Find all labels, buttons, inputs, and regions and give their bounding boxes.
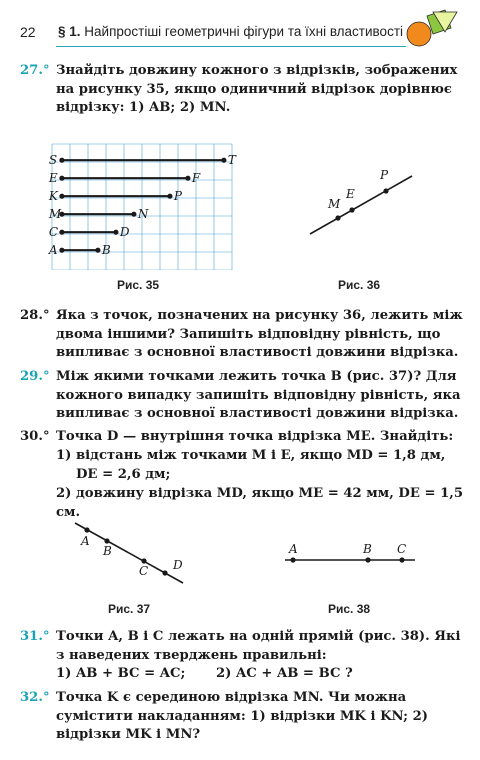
task-31-option-1: 1) AB + BC = AC; xyxy=(56,666,186,681)
label-c: C xyxy=(139,564,149,578)
point-d xyxy=(162,570,167,575)
figure-37-caption: Рис. 37 xyxy=(108,602,151,616)
geometry-logo-icon xyxy=(405,8,467,52)
task-number: 28.° xyxy=(20,308,50,323)
task-text: Між якими точками лежить точка B (рис. 37)? Для кожного випадку запишіть відповідну рівність, яка випливає з основної властивості довжини відрізка. xyxy=(56,369,461,421)
point-c xyxy=(59,230,64,235)
task-29 xyxy=(20,368,465,424)
label-a: A xyxy=(48,243,58,258)
page-number: 22 xyxy=(20,24,36,40)
task-30-sub-1a: 1) відстань між точками M і E, якщо MD = 1,8 дм, xyxy=(56,448,446,463)
task-32 xyxy=(20,689,465,745)
point-e xyxy=(59,176,64,181)
running-title xyxy=(58,24,403,39)
label-m: M xyxy=(328,197,341,211)
point-f xyxy=(185,176,190,181)
point-a xyxy=(290,557,295,562)
task-number: 27.° xyxy=(20,63,50,78)
point-t xyxy=(221,158,226,163)
label-k: K xyxy=(48,189,58,204)
point-c xyxy=(399,557,404,562)
task-number: 29.° xyxy=(20,369,50,384)
label-p: P xyxy=(380,168,389,182)
point-c xyxy=(141,558,146,563)
point-b xyxy=(95,248,100,253)
point-e xyxy=(349,207,354,212)
task-30 xyxy=(20,428,465,447)
figure-36-caption: Рис. 36 xyxy=(338,278,381,292)
label-a: A xyxy=(289,542,298,556)
label-d: D xyxy=(173,558,183,572)
point-k xyxy=(59,194,64,199)
label-e: E xyxy=(48,171,58,186)
task-text: Точка D — внутрішня точка відрізка ME. Знайдіть: xyxy=(56,429,454,444)
task-text: Знайдіть довжину кожного з відрізків, зображених на рисунку 35, якщо одиничний відрізок дорівнює відрізку: 1) AB; 2) MN. xyxy=(56,63,458,115)
figure-35-caption: Рис. 35 xyxy=(117,278,160,292)
figure-37 xyxy=(65,515,195,605)
point-a xyxy=(84,527,89,532)
label-f: F xyxy=(191,171,201,186)
label-m: M xyxy=(48,207,62,222)
task-31-option-2: 2) AC + AB = BC ? xyxy=(216,666,353,681)
label-p: P xyxy=(173,189,182,204)
label-n: N xyxy=(137,207,149,222)
point-b xyxy=(365,557,370,562)
label-t: T xyxy=(227,153,236,168)
task-31 xyxy=(20,628,465,665)
figure-38 xyxy=(280,538,420,578)
section-number: § 1. xyxy=(58,24,81,39)
figure-35 xyxy=(48,140,238,270)
task-text: Точка K є серединою відрізка MN. Чи можна сумістити накладанням: 1) відрізки MK і KN; 2) відрізки MK і MN? xyxy=(56,690,429,742)
task-27 xyxy=(20,62,465,118)
task-30-sub-1b: DE = 2,6 дм; xyxy=(76,467,171,482)
task-text: Точки A, B і C лежать на одній прямій (рис. 38). Які з наведених тверджень правильні: xyxy=(56,629,461,663)
figure-38-caption: Рис. 38 xyxy=(328,602,371,616)
point-d xyxy=(113,230,118,235)
point-b xyxy=(104,538,109,543)
label-d: D xyxy=(119,225,130,240)
label-b: B xyxy=(101,243,111,258)
header-rule xyxy=(56,46,406,47)
task-28 xyxy=(20,307,465,363)
label-b: B xyxy=(103,544,112,558)
point-p xyxy=(383,188,388,193)
section-title: Найпростіші геометричні фігури та їхні властивості xyxy=(84,24,403,39)
task-number: 30.° xyxy=(20,429,50,444)
label-c: C xyxy=(397,542,407,556)
point-a xyxy=(59,248,64,253)
label-a: A xyxy=(81,534,90,548)
task-number: 32.° xyxy=(20,690,50,705)
label-e: E xyxy=(346,187,355,201)
point-n xyxy=(131,212,136,217)
task-text: Яка з точок, позначених на рисунку 36, лежить між двома іншими? Запишіть відповідну рівність, що випливає з основної властивості довжини відрізка. xyxy=(56,308,463,360)
task-30-sub-2: 2) довжину відрізка MD, якщо ME = 42 мм, DE = 1,5 см. xyxy=(56,486,464,520)
label-s: S xyxy=(48,153,58,168)
task-number: 31.° xyxy=(20,629,50,644)
point-m xyxy=(335,215,340,220)
point-s xyxy=(59,158,64,163)
figure-36 xyxy=(300,160,430,250)
label-b: B xyxy=(363,542,372,556)
point-p xyxy=(167,194,172,199)
label-c: C xyxy=(48,225,59,240)
